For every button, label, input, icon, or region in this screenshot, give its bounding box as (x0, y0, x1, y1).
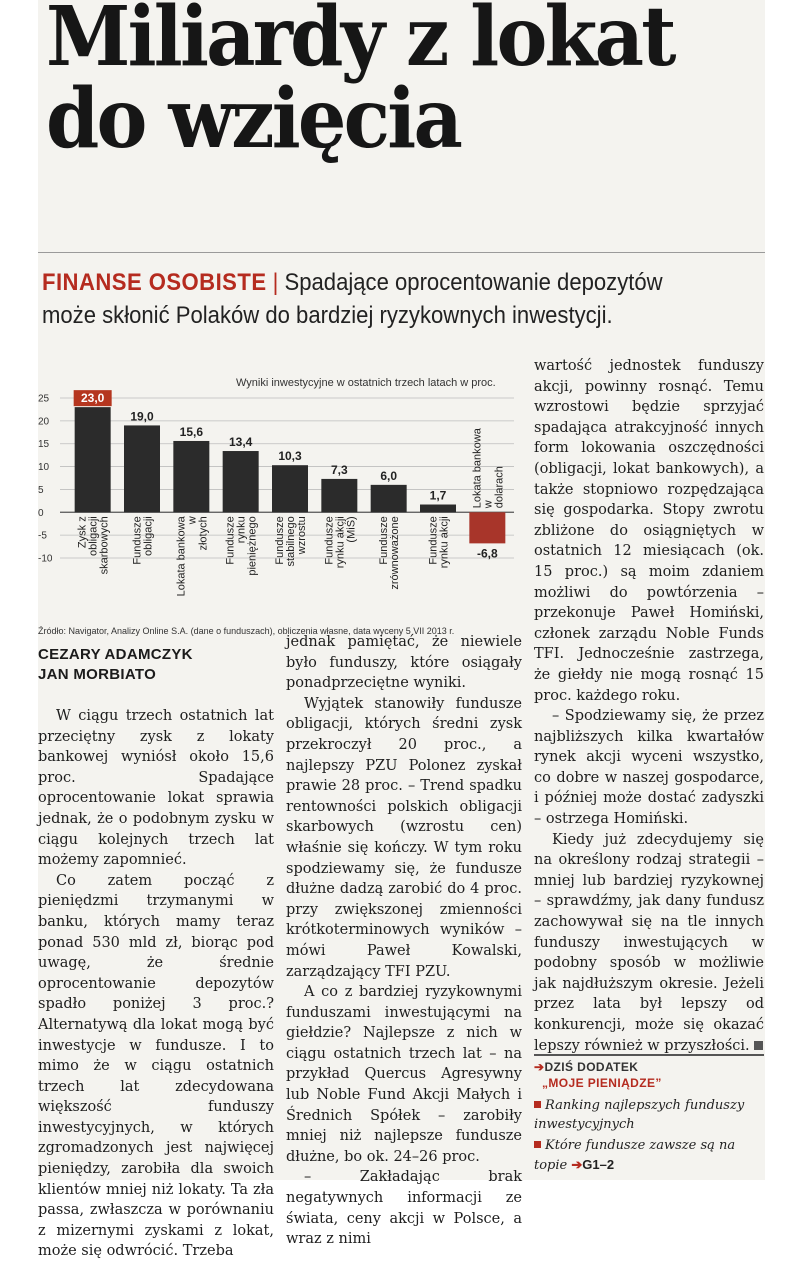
chart-category-label (175, 515, 209, 596)
chart-bar (173, 441, 209, 512)
chart-y-tick: 5 (38, 484, 44, 496)
chart-value-label: 1,7 (429, 488, 447, 503)
paragraph (534, 830, 764, 1057)
chart-value-label: 19,0 (130, 409, 154, 424)
chart-y-tick: -5 (38, 530, 47, 542)
chart-y-tick: 25 (38, 393, 50, 405)
chart-bar (469, 512, 505, 543)
chart-bar (420, 505, 456, 513)
paragraph: W ciągu trzech ostatnich lat przeciętny zysk z lokaty bankowej wyniósł około 15,6 proc. Spadające oprocentowanie lokat sprawia jednak, że o podobnym zysku w ciągu kolejnych trzech lat możemy zapomnieć. (38, 708, 274, 869)
investment-results-chart (38, 368, 528, 630)
chart-category-label (225, 516, 259, 575)
section-kicker: FINANSE OSOBISTE (42, 269, 267, 296)
end-mark-icon (754, 1041, 763, 1050)
chart-y-axis (38, 394, 53, 565)
chart-category-label (132, 516, 155, 564)
body-column-1 (38, 706, 274, 1262)
chart-category-line: Lokata bankowa (471, 428, 484, 509)
chart-y-tick: 15 (38, 439, 50, 451)
chart-y-tick: -10 (38, 553, 53, 565)
supplement-item (534, 1096, 764, 1134)
chart-y-tick: 0 (38, 507, 44, 519)
paragraph: A co z bardziej ryzykownymi funduszami inwestującymi na giełdzie? Najlepsze z nich w ciągu ostatnich trzech lat – na przykład Quercus Agresywny lub Noble Fund Akcji Małych i Średnich Spółek – zarobiły mniej niż najlepsze fundusze dłużne, bo ok. 24–26 proc. (286, 984, 522, 1165)
arrow-icon: ➔ (571, 1158, 583, 1173)
chart-bar (124, 425, 160, 512)
chart-category-line: obligacji (87, 516, 100, 557)
chart-category-line: dolarach (493, 466, 506, 509)
chart-value-label: 7,3 (330, 462, 348, 477)
chart-value-label: 15,6 (179, 424, 204, 439)
chart-category-line: Fundusze (274, 516, 286, 565)
chart-category-line: rynku (235, 516, 248, 544)
chart-category-line: Fundusze (131, 516, 144, 565)
supplement-label (534, 1060, 638, 1074)
chart-category-line: Fundusze (323, 516, 336, 565)
chart-bar (321, 479, 357, 512)
lead (42, 266, 704, 332)
body-column-3 (534, 356, 764, 1056)
chart-bar (223, 451, 259, 512)
chart-category-line: stabilnego (285, 516, 297, 567)
chart-source: Źródło: Navigator, Analizy Online S.A. (dane o funduszach), obliczenia własne, data wyceny 5 VII 2013 r. (38, 626, 455, 636)
chart-y-tick: 20 (38, 416, 50, 428)
chart-category-label (471, 427, 505, 509)
chart-value-label: -6,8 (476, 546, 498, 561)
supplement-label-text: DZIŚ DODATEK (544, 1060, 639, 1074)
paragraph: – Zakładając brak negatywnych informacji ze świata, ceny akcji w Polsce, a wraz z nimi (286, 1169, 522, 1248)
chart-category-label (378, 516, 401, 589)
box-rule (534, 1054, 764, 1056)
chart-category-label (274, 516, 308, 566)
chart-category-line: skarbowych (98, 516, 111, 575)
paragraph: wartość jednostek funduszy akcji, powinny rosnąć. Temu wzrostowi będzie sprzyjać spadająca atrakcyjność innych form lokowania oszczędności (obligacji, lokat bankowych), a także stopniowo rozpędzająca się gospodarka. Stopy zwrotu zbliżone do osiągniętych w ostatnich 12 miesiącach (ok. 15 proc.) są moim zdaniem możliwi do powtórzenia – przekonuje Paweł Homiński, członek zarządu Noble Funds TFI. Jednocześnie zastrzega, że giełdy nie mogą rosnąć 15 proc. każdego roku. (534, 358, 764, 704)
chart-category-line: Fundusze (427, 516, 440, 565)
supplement-item-text: Ranking najlepszych funduszy inwestycyjnych (534, 1098, 745, 1132)
supplement-item (534, 1136, 764, 1175)
chart-category-line: złotych (197, 516, 210, 551)
bullet-square-icon (534, 1141, 541, 1148)
author-name: JAN MORBIATO (38, 666, 157, 683)
chart-y-tick: 10 (38, 462, 50, 474)
supplement-name: „MOJE PIENIĄDZE” (542, 1076, 662, 1090)
bullet-square-icon (534, 1101, 541, 1108)
chart-category-line: wzrostu (296, 516, 308, 555)
chart-category-label (323, 516, 357, 568)
headline: Miliardy z lokat do wzięcia (46, 0, 674, 167)
chart-category-line: Lokata bankowa (175, 516, 188, 597)
chart-category-line: w (482, 500, 495, 509)
page-reference: G1–2 (582, 1157, 615, 1172)
paragraph-text: Kiedy już zdecydujemy się na określony rodzaj strategii – mniej lub bardziej ryzykownej – sprawdźmy, jak dany fundusz zachowywał się na tle innych funduszy inwestujących w podobny sposób w możliwie jak najdłuższym okresie. Jeżeli przez lata był lepszy od konkurencji, może się okazać lepszy również w przyszłości. (534, 831, 764, 1054)
body-column-2 (286, 632, 522, 1250)
arrow-icon: ➔ (534, 1060, 545, 1074)
chart-value-label: 6,0 (380, 468, 398, 483)
chart-category-line: obligacji (142, 516, 155, 557)
chart-category-line: Fundusze (378, 516, 391, 565)
chart-category-label (428, 516, 451, 568)
chart-category-line: zrównoważone (389, 516, 402, 590)
lead-text: Spadające oprocentowanie depozytów może skłonić Polaków do bardziej ryzykownych inwestycji. (42, 269, 663, 329)
chart-bar (371, 485, 407, 512)
paragraph: Wyjątek stanowiły fundusze obligacji, których średni zysk przekroczył 20 proc., a najlepszy PZU Polonez zyskał prawie 28 proc. – Trend spadku rentowności polskich obligacji skarbowych (wzrostu cen) właśnie się kończy. W tym roku spodziewamy się, że fundusze dłużne dadzą zarobić do 4 proc. przy zwiększonej zmienności krótkoterminowych wyników – mówi Paweł Kowalski, zarządzający TFI PZU. (286, 695, 522, 980)
byline (38, 645, 193, 685)
chart-category-line: Fundusze (224, 516, 237, 565)
chart-bar (75, 407, 111, 512)
chart-category-line: Zysk z (76, 516, 89, 549)
chart-category-line: pieniężnego (246, 516, 259, 576)
chart-category-label (77, 516, 111, 574)
chart-title: Wyniki inwestycyjne w ostatnich trzech latach w proc. (236, 377, 496, 389)
chart-value-label: 13,4 (228, 435, 253, 450)
chart-category-line: w (186, 516, 199, 525)
kicker-separator: | (272, 269, 279, 296)
chart-value-label: 23,0 (80, 391, 105, 406)
chart-bar (272, 465, 308, 512)
supplement-item-text: Które fundusze zawsze są na topie (534, 1138, 736, 1173)
chart-category-line: rynku akcji (334, 516, 347, 569)
author-name: CEZARY ADAMCZYK (38, 646, 193, 663)
chart-value-label: 10,3 (278, 449, 302, 464)
paragraph: jednak pamiętać, że niewiele było funduszy, które osiągały ponadprzeciętne wyniki. (286, 634, 522, 692)
paragraph: Co zatem począć z pieniędzmi trzymanymi w banku, których mamy teraz ponad 530 mld zł, biorąc pod uwagę, że średnie oprocentowanie depozytów spadło poniżej 3 proc.? Alternatywą dla lokat mogą być inwestycje w fundusze. I to mimo że w ciągu ostatnich trzech lat zdecydowana większość funduszy inwestycyjnych, w których zgromadzonych jest najwięcej pieniędzy, zarobiła dla swoich klientów mniej niż lokaty. Ta zła passa, zwłaszcza w porównaniu z mizernymi zyskami z lokat, może się odwrócić. Trzeba (38, 872, 274, 1260)
paragraph: – Spodziewamy się, że przez najbliższych kilka kwartałów rynek akcji wyceni wszystko, co dobre w naszej gospodarce, i później może dostać zadyszki – ostrzega Homiński. (534, 708, 764, 828)
chart-category-line: (MiŚ) (345, 516, 358, 543)
newspaper-page (38, 0, 765, 1260)
headline-divider (38, 252, 765, 253)
chart-category-line: rynku akcji (438, 516, 451, 569)
